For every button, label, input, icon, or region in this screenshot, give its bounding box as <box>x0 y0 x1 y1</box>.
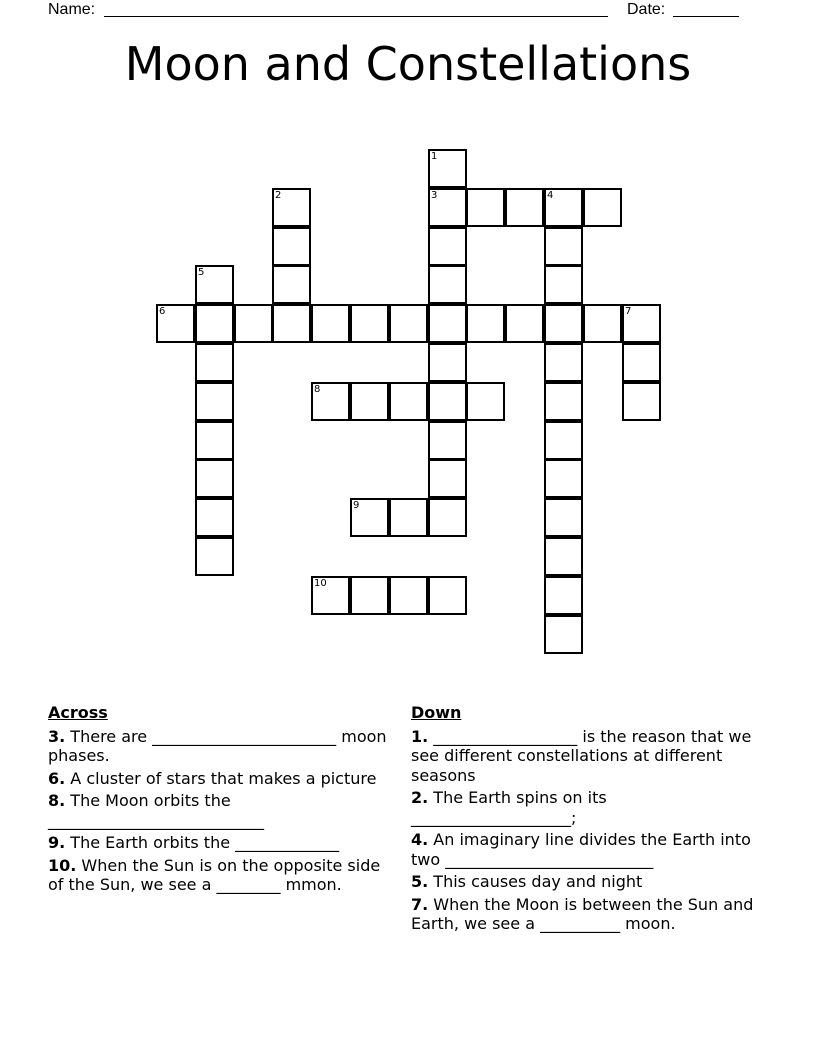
clue-text: When the Sun is on the opposite side of the Sun, we see a ________ mmon. <box>48 855 381 894</box>
crossword-cell[interactable] <box>350 382 389 421</box>
crossword-cell[interactable] <box>350 498 389 537</box>
crossword-cell[interactable] <box>428 343 467 382</box>
page-title: Moon and Constellations <box>124 37 692 91</box>
cell-clue-number: 9 <box>353 500 360 511</box>
clue-across-9 <box>48 833 388 853</box>
crossword-cell[interactable] <box>195 304 234 343</box>
crossword-cell[interactable] <box>195 537 234 576</box>
crossword-cell[interactable] <box>428 265 467 304</box>
crossword-cell[interactable] <box>544 615 583 654</box>
crossword-cell[interactable] <box>195 459 234 498</box>
cell-clue-number: 6 <box>159 306 166 317</box>
crossword-cell[interactable] <box>350 304 389 343</box>
crossword-cell[interactable] <box>272 188 311 227</box>
crossword-cell[interactable] <box>389 498 428 537</box>
clue-down-5 <box>411 872 763 892</box>
across-clues <box>48 703 388 898</box>
crossword-cell[interactable] <box>272 304 311 343</box>
clue-number: 5. <box>411 872 429 891</box>
crossword-cell[interactable] <box>544 498 583 537</box>
crossword-cell[interactable] <box>622 304 661 343</box>
clue-across-10 <box>48 856 388 895</box>
cell-clue-number: 5 <box>198 267 205 278</box>
clue-number: 8. <box>48 791 66 810</box>
clue-text: An imaginary line divides the Earth into two __________________________ <box>411 830 751 869</box>
across-heading: Across <box>48 703 108 722</box>
crossword-cell[interactable] <box>622 343 661 382</box>
clue-number: 10. <box>48 855 77 875</box>
crossword-cell[interactable] <box>195 498 234 537</box>
date-label: Date: <box>627 1 666 18</box>
cell-clue-number: 7 <box>625 306 632 317</box>
crossword-cell[interactable] <box>428 188 467 227</box>
clue-text: There are _______________________ moon phases. <box>48 726 387 765</box>
crossword-cell[interactable] <box>272 265 311 304</box>
crossword-cell[interactable] <box>350 576 389 615</box>
crossword-cell[interactable] <box>156 304 195 343</box>
clue-number: 1. <box>411 726 429 746</box>
crossword-cell[interactable] <box>544 188 583 227</box>
cell-clue-number: 2 <box>275 190 282 201</box>
crossword-cell[interactable] <box>428 421 467 460</box>
crossword-cell[interactable] <box>544 421 583 460</box>
clue-number: 9. <box>48 833 66 852</box>
crossword-cell[interactable] <box>544 537 583 576</box>
crossword-cell[interactable] <box>195 265 234 304</box>
crossword-cell[interactable] <box>466 188 505 227</box>
crossword-cell[interactable] <box>466 304 505 343</box>
clue-number: 3. <box>48 726 66 746</box>
crossword-cell[interactable] <box>505 188 544 227</box>
crossword-cell[interactable] <box>466 382 505 421</box>
down-clues <box>411 703 763 937</box>
crossword-cell[interactable] <box>195 343 234 382</box>
crossword-cell[interactable] <box>544 265 583 304</box>
clue-down-4 <box>411 830 763 869</box>
crossword-cell[interactable] <box>428 576 467 615</box>
clue-number: 6. <box>48 768 66 788</box>
clue-text: When the Moon is between the Sun and Earth, we see a __________ moon. <box>411 894 754 933</box>
crossword-cell[interactable] <box>544 576 583 615</box>
crossword-cell[interactable] <box>544 382 583 421</box>
crossword-cell[interactable] <box>505 304 544 343</box>
crossword-cell[interactable] <box>311 576 350 615</box>
cell-clue-number: 10 <box>314 578 327 589</box>
crossword-cell[interactable] <box>428 149 467 188</box>
crossword-cell[interactable] <box>428 459 467 498</box>
crossword-cell[interactable] <box>428 304 467 343</box>
clue-text: This causes day and night <box>428 872 643 891</box>
crossword-cell[interactable] <box>544 304 583 343</box>
clue-down-1 <box>411 727 763 786</box>
crossword-cell[interactable] <box>544 459 583 498</box>
clue-across-3 <box>48 727 388 766</box>
crossword-cell[interactable] <box>311 304 350 343</box>
crossword-cell[interactable] <box>428 227 467 266</box>
crossword-cell[interactable] <box>311 382 350 421</box>
crossword-cell[interactable] <box>622 382 661 421</box>
crossword-cell[interactable] <box>195 382 234 421</box>
cell-clue-number: 8 <box>314 384 321 395</box>
clue-text: The Earth spins on its ____________________; <box>411 788 607 827</box>
crossword-cell[interactable] <box>544 227 583 266</box>
cell-clue-number: 3 <box>431 190 438 201</box>
clue-down-7 <box>411 895 763 934</box>
crossword-cell[interactable] <box>234 304 273 343</box>
crossword-cell[interactable] <box>428 498 467 537</box>
clue-number: 4. <box>411 830 429 849</box>
crossword-cell[interactable] <box>389 576 428 615</box>
crossword-cell[interactable] <box>583 304 622 343</box>
clue-text: The Earth orbits the _____________ <box>65 833 340 852</box>
crossword-cell[interactable] <box>389 382 428 421</box>
crossword-cell[interactable] <box>195 421 234 460</box>
crossword-cell[interactable] <box>389 304 428 343</box>
down-heading: Down <box>411 703 462 722</box>
name-label: Name: <box>48 1 96 18</box>
clue-text: __________________ is the reason that we see different constellations at different seasons <box>411 726 752 785</box>
cell-clue-number: 4 <box>547 190 554 201</box>
clue-number: 2. <box>411 788 429 807</box>
clue-down-2 <box>411 788 763 827</box>
clue-across-8 <box>48 791 388 830</box>
crossword-cell[interactable] <box>583 188 622 227</box>
clue-text: The Moon orbits the ___________________________ <box>48 791 264 830</box>
crossword-cell[interactable] <box>544 343 583 382</box>
clue-text: A cluster of stars that makes a picture <box>65 768 377 788</box>
cell-clue-number: 1 <box>431 151 438 162</box>
clue-across-6 <box>48 769 388 789</box>
crossword-cell[interactable] <box>272 227 311 266</box>
clue-number: 7. <box>411 894 429 914</box>
crossword-cell[interactable] <box>428 382 467 421</box>
